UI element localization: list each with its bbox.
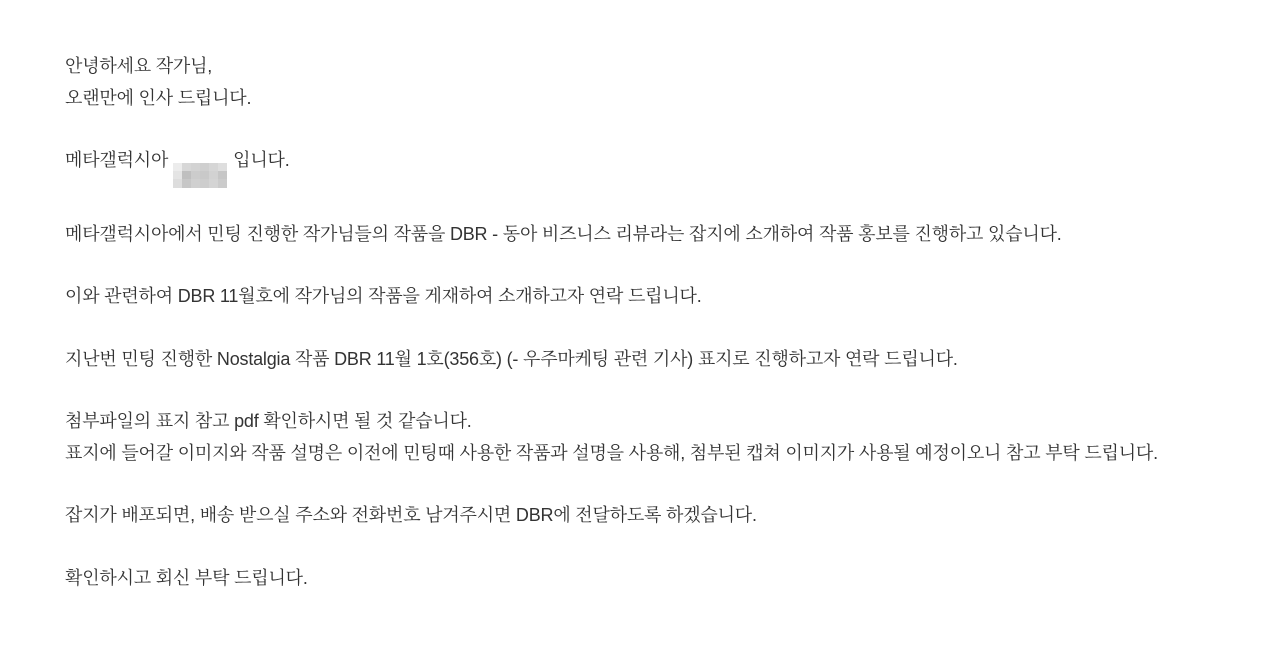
- promo-line: 메타갤럭시아에서 민팅 진행한 작가님들의 작품을 DBR - 동아 비즈니스 리뷰라는 잡지에 소개하여 작품 홍보를 진행하고 있습니다.: [65, 223, 1062, 244]
- intro-prefix: 메타갤럭시아: [65, 150, 169, 170]
- attachment-paragraph: [65, 406, 1250, 469]
- attachment-line-1: 첨부파일의 표지 참고 pdf 확인하시면 될 것 같습니다.: [65, 411, 472, 432]
- purpose-paragraph: [65, 281, 1250, 313]
- purpose-line: 이와 관련하여 DBR 11월호에 작가님의 작품을 게재하여 소개하고자 연락 드립니다.: [65, 286, 702, 307]
- intro-line: [65, 145, 1250, 188]
- delivery-line: 잡지가 배포되면, 배송 받으실 주소와 전화번호 남겨주시면 DBR에 전달하도록 하겠습니다.: [65, 505, 757, 526]
- cover-line: 지난번 민팅 진행한 Nostalgia 작품 DBR 11월 1호(356호) (- 우주마케팅 관련 기사) 표지로 진행하고자 연락 드립니다.: [65, 348, 958, 369]
- cover-paragraph: [65, 344, 1250, 376]
- greeting-line-2: 오랜만에 인사 드립니다.: [65, 87, 252, 108]
- attachment-line-2: 표지에 들어갈 이미지와 작품 설명은 이전에 민팅때 사용한 작품과 설명을 사용해, 첨부된 캡쳐 이미지가 사용될 예정이오니 참고 부탁 드립니다.: [65, 442, 1158, 463]
- greeting-line-1: 안녕하세요 작가님,: [65, 56, 213, 76]
- promo-paragraph: [65, 219, 1250, 251]
- intro-paragraph: [65, 145, 1250, 188]
- intro-suffix: 입니다.: [233, 150, 290, 170]
- delivery-paragraph: [65, 500, 1250, 532]
- greeting-paragraph: [65, 51, 1250, 114]
- redacted-name-block: [173, 163, 227, 188]
- closing-paragraph: [65, 563, 1250, 595]
- closing-line: 확인하시고 회신 부탁 드립니다.: [65, 567, 308, 588]
